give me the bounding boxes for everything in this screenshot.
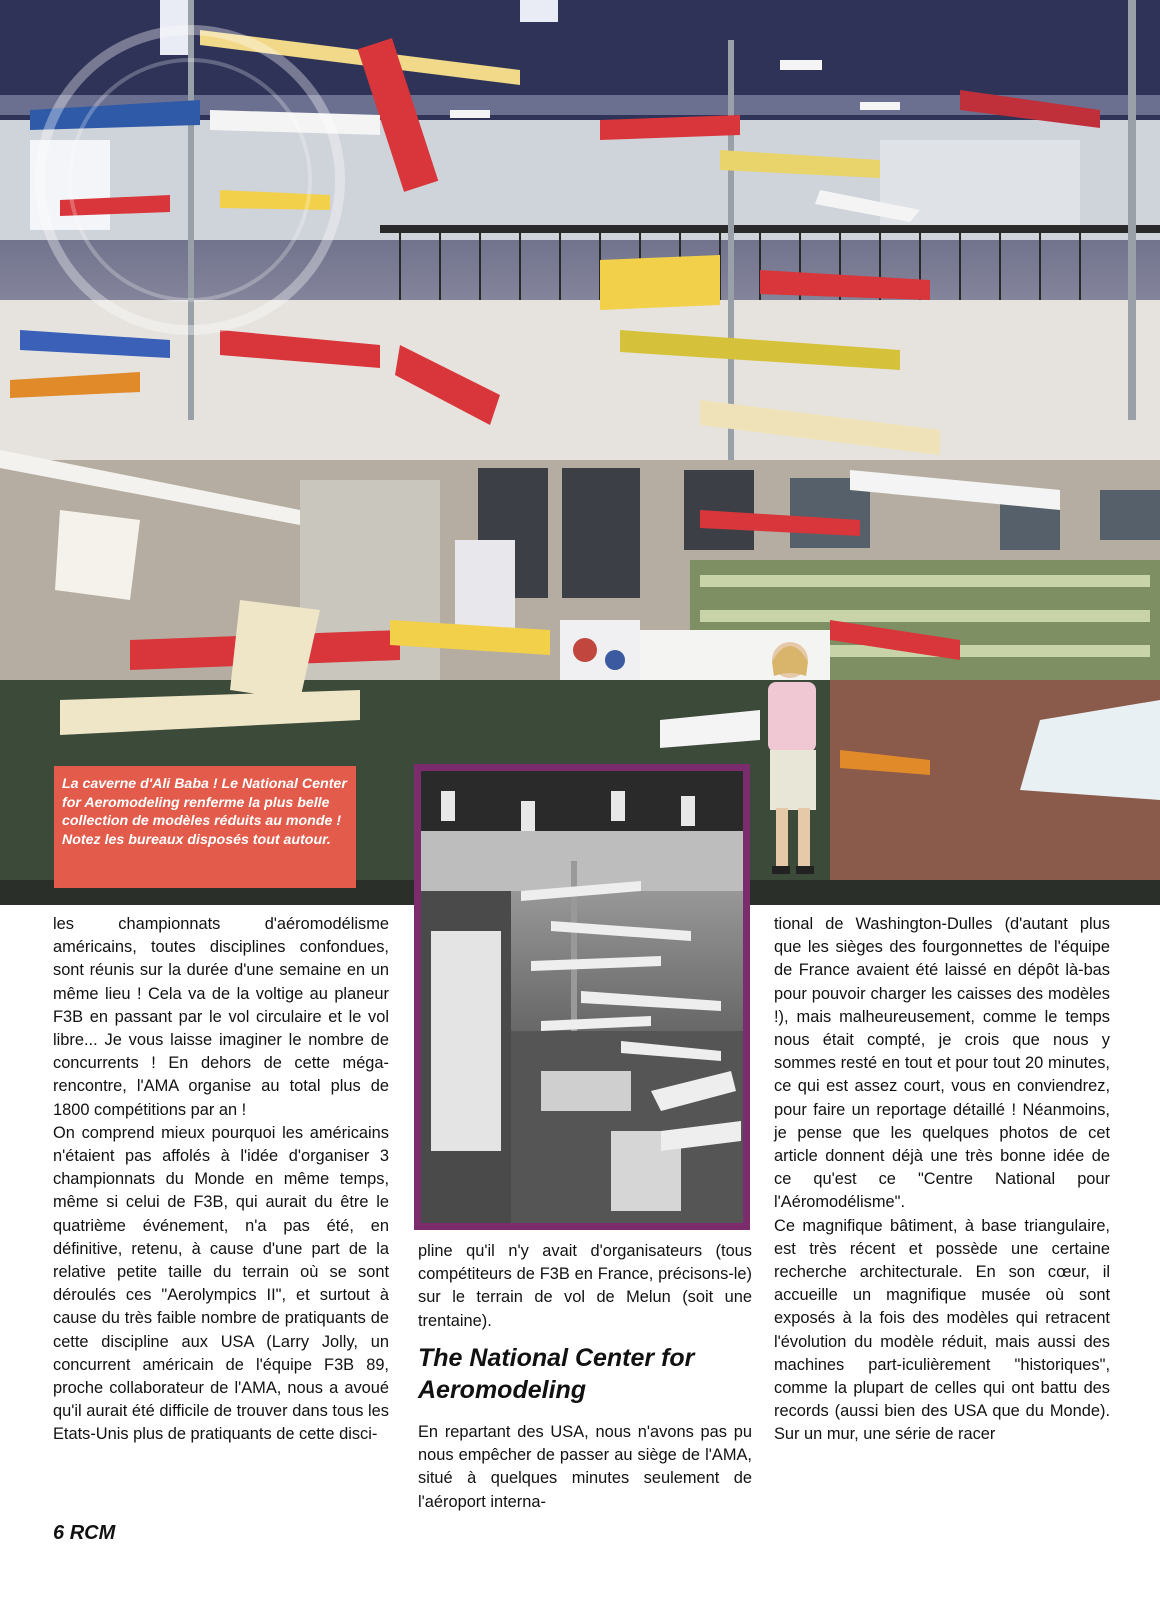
article-column-middle-bottom: En repartant des USA, nous n'avons pas pu nous empêcher de passer au siège de l'AMA, situé à quelques minutes seulement de l'aéroport interna- <box>418 1423 752 1511</box>
magazine-name: RCM <box>69 1522 116 1544</box>
paragraph: On comprend mieux pourquoi les américains n'étaient pas affolés à l'idée d'organiser 3 championnats du Monde en même temps, même si celui de F3B, qui aurait du être le quatrième événement, n'a pas été, en définitive, retenu, à cause d'une part de la relative petite taille du terrain où se sont déroulés ces "Aerolympics II", et surtout à cause du très faible nombre de pratiquants de cette discipline aux USA (Larry Jolly, un concurrent américain de l'équipe F3B 89, proche collaborateur de l'AMA, nous a avoué qu'il aurait été difficile de trouver dans tous les Etats-Unis plus de pratiquants de cette disci- <box>53 1123 389 1444</box>
article-column-left <box>53 913 389 1447</box>
photo-caption: La caverne d'Ali Baba ! Le National Center for Aeromodeling renferme la plus belle collection de modèles réduits au monde ! Notez les bureaux disposés tout autour. <box>54 766 356 888</box>
section-heading: The National Center for Aeromodeling <box>418 1344 695 1404</box>
inset-photo <box>421 771 743 1223</box>
page-footer <box>53 1522 115 1545</box>
museum-interior-bw-illustration <box>421 771 743 1223</box>
paragraph: les championnats d'aéromodélisme américains, toutes disciplines confondues, sont réunis sur la durée d'une semaine en un même lieu ! Cela va de la voltige au planeur F3B en passant par le vol circulaire et le vol libre... Je vous laisse imaginer le nombre de concurrents ! En dehors de cette méga-rencontre, l'AMA organise au total plus de 1800 compétitions par an ! <box>53 915 389 1119</box>
inset-photo-frame <box>414 764 750 1230</box>
paragraph: Ce magnifique bâtiment, à base triangulaire, est très récent et possède une certaine recherche architecturale. En son cœur, il accueille un magnifique musée où sont exposés à la fois des modèles qui retracent l'évolution du modèle réduit, mais aussi des machines part-iculièrement "historiques", comme la plupart de celles qui ont battu des records (aussi bien des USA que du Monde). Sur un mur, une série de racer <box>774 1216 1110 1444</box>
article-column-middle-top: pline qu'il n'y avait d'organisateurs (tous compétiteurs de F3B en France, précisons-le) sur le terrain de vol de Melun (soit une trentaine). <box>418 1242 752 1330</box>
article-column-right <box>774 913 1110 1447</box>
paragraph: tional de Washington-Dulles (d'autant plus que les sièges des fourgonnettes de l'équipe de France avaient été laissé en dépôt là-bas pour pouvoir charger les caisses des modèles !), mais malheureusement, comme le temps nous était compté, je crois que nous y sommes resté en tout et pour tout 20 minutes, ce qui est assez court, vous en conviendrez, pour faire un reportage détaillé ! Néanmoins, je pense que les quelques photos de cet article donnent déjà une très bonne idée de ce qu'est ce "Centre National pour l'Aéromodélisme". <box>774 915 1110 1212</box>
page-number: 6 <box>53 1522 65 1544</box>
